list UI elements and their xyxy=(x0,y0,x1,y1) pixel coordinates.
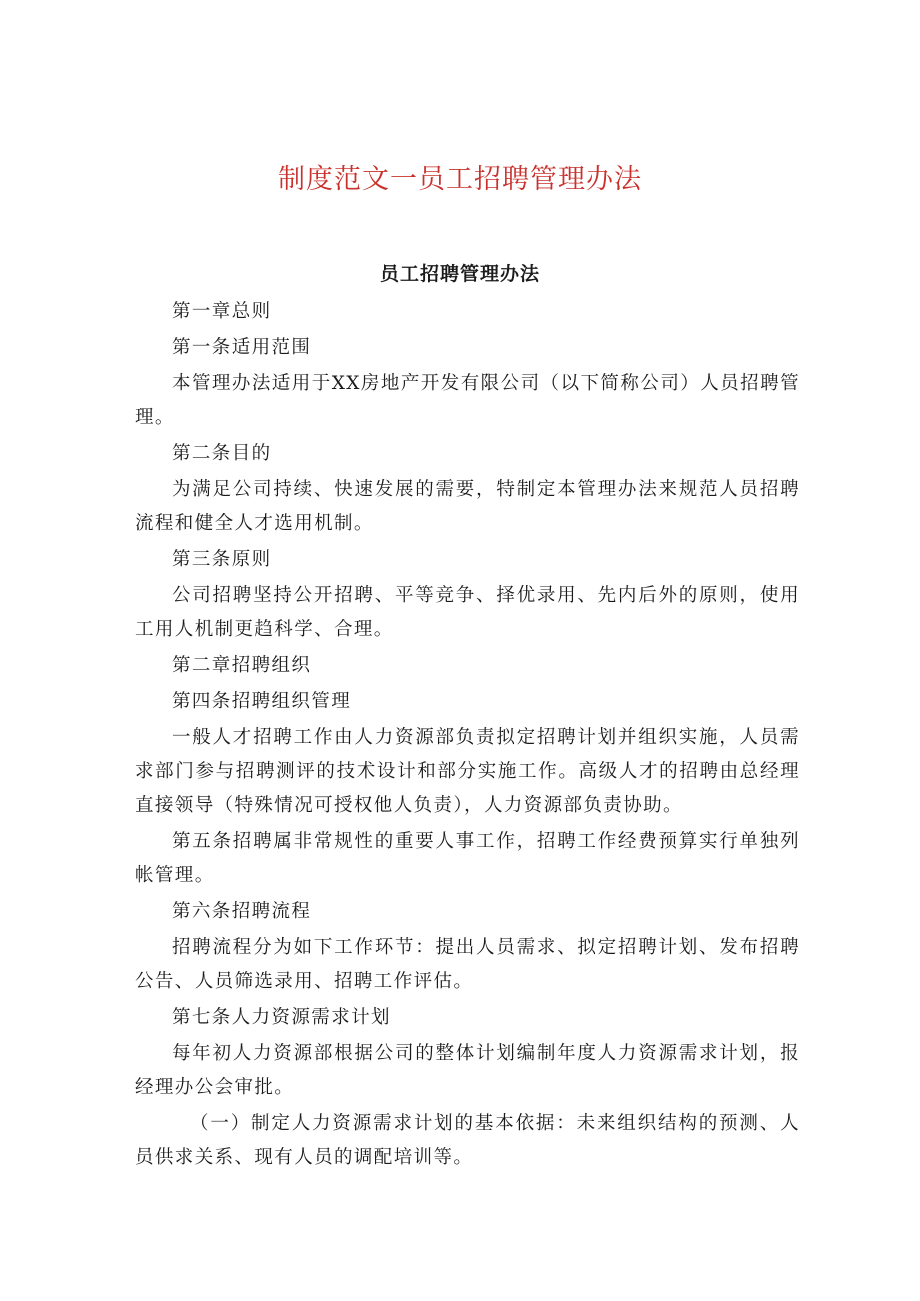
article-heading: 第六条招聘流程 xyxy=(172,901,312,922)
article-heading: 第一条适用范围 xyxy=(172,337,312,358)
article-heading: 第二条目的 xyxy=(172,443,272,464)
paragraph: 招聘流程分为如下工作环节：提出人员需求、拟定招聘计划、发布招聘公告、人员筛选录用、招聘工作评估。 xyxy=(135,937,800,992)
document-body xyxy=(135,295,800,1177)
paragraph: 为满足公司持续、快速发展的需要，特制定本管理办法来规范人员招聘流程和健全人才选用机制。 xyxy=(135,479,800,534)
paragraph: （一）制定人力资源需求计划的基本依据：未来组织结构的预测、人员供求关系、现有人员的调配培训等。 xyxy=(135,1113,800,1168)
article-heading: 第四条招聘组织管理 xyxy=(172,691,352,712)
paragraph: 本管理办法适用于XX房地产开发有限公司（以下简称公司）人员招聘管理。 xyxy=(135,373,800,428)
article-heading: 第三条原则 xyxy=(172,549,272,570)
chapter-heading: 第二章招聘组织 xyxy=(172,655,312,676)
paragraph: 一般人才招聘工作由人力资源部负责拟定招聘计划并组织实施，人员需求部门参与招聘测评的技术设计和部分实施工作。高级人才的招聘由总经理直接领导（特殊情况可授权他人负责），人力资源部负责协助。 xyxy=(135,727,800,816)
paragraph: 第五条招聘属非常规性的重要人事工作，招聘工作经费预算实行单独列帐管理。 xyxy=(135,831,800,886)
paragraph: 公司招聘坚持公开招聘、平等竞争、择优录用、先内后外的原则，使用工用人机制更趋科学、合理。 xyxy=(135,585,800,640)
article-heading: 第七条人力资源需求计划 xyxy=(172,1007,391,1028)
paragraph: 每年初人力资源部根据公司的整体计划编制年度人力资源需求计划，报经理办公会审批。 xyxy=(135,1043,800,1098)
document-title: 制度范文一员工招聘管理办法 xyxy=(278,164,642,195)
document-subtitle: 员工招聘管理办法 xyxy=(379,263,540,285)
chapter-heading: 第一章总则 xyxy=(172,301,272,322)
